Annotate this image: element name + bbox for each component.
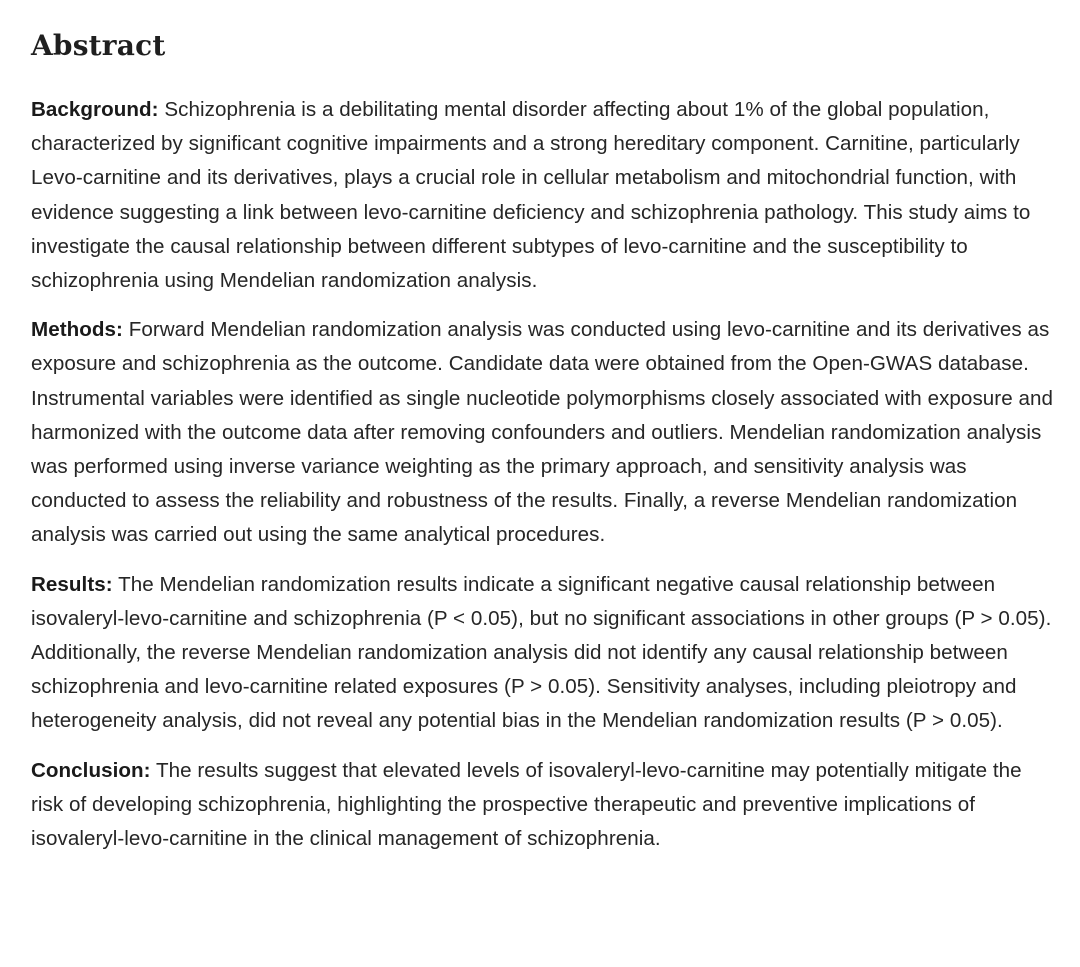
methods-text: Forward Mendelian randomization analysis was conducted using levo-carnitine and its derivatives as exposure and schizophrenia as the outcome. Candidate data were obtained from the Open-GWAS database. Instrumental variables were identified as single nucleotide polymorphisms closely associated with exposure and harmonized with the outcome data after removing confounders and outliers. Mendelian randomization analysis was performed using inverse variance weighting as the primary approach, and sensitivity analysis was conducted to assess the reliability and robustness of the results. Finally, a reverse Mendelian randomization analysis was carried out using the same analytical procedures. — [31, 318, 1053, 547]
results-section — [31, 568, 1056, 739]
background-text: Schizophrenia is a debilitating mental disorder affecting about 1% of the global population, characterized by significant cognitive impairments and a strong hereditary component. Carnitine, particularly Levo-carnitine and its derivatives, plays a crucial role in cellular metabolism and mitochondrial function, with evidence suggesting a link between levo-carnitine deficiency and schizophrenia pathology. This study aims to investigate the causal relationship between different subtypes of levo-carnitine and the susceptibility to schizophrenia using Mendelian randomization analysis. — [31, 98, 1031, 293]
conclusion-label: Conclusion: — [31, 758, 151, 782]
conclusion-text: The results suggest that elevated levels of isovaleryl-levo-carnitine may potentially mitigate the risk of developing schizophrenia, highlighting the prospective therapeutic and preventive implications of isovaleryl-levo-carnitine in the clinical management of schizophrenia. — [31, 758, 1022, 851]
conclusion-section — [31, 754, 1056, 857]
background-section — [31, 93, 1056, 298]
abstract — [31, 26, 1056, 871]
abstract-title: Abstract — [31, 29, 166, 62]
methods-label: Methods: — [31, 318, 123, 342]
background-label: Background: — [31, 98, 159, 121]
results-label: Results: — [31, 572, 113, 596]
results-text: The Mendelian randomization results indicate a significant negative causal relationship between isovaleryl-levo-carnitine and schizophrenia (P < 0.05), but no significant associations in other groups (P > 0.05). Additionally, the reverse Mendelian randomization analysis did not identify any causal relationship between schizophrenia and levo-carnitine related exposures (P > 0.05). Sensitivity analyses, including pleiotropy and heterogeneity analysis, did not reveal any potential bias in the Mendelian randomization results (P > 0.05). — [31, 572, 1052, 733]
methods-section — [31, 313, 1056, 552]
